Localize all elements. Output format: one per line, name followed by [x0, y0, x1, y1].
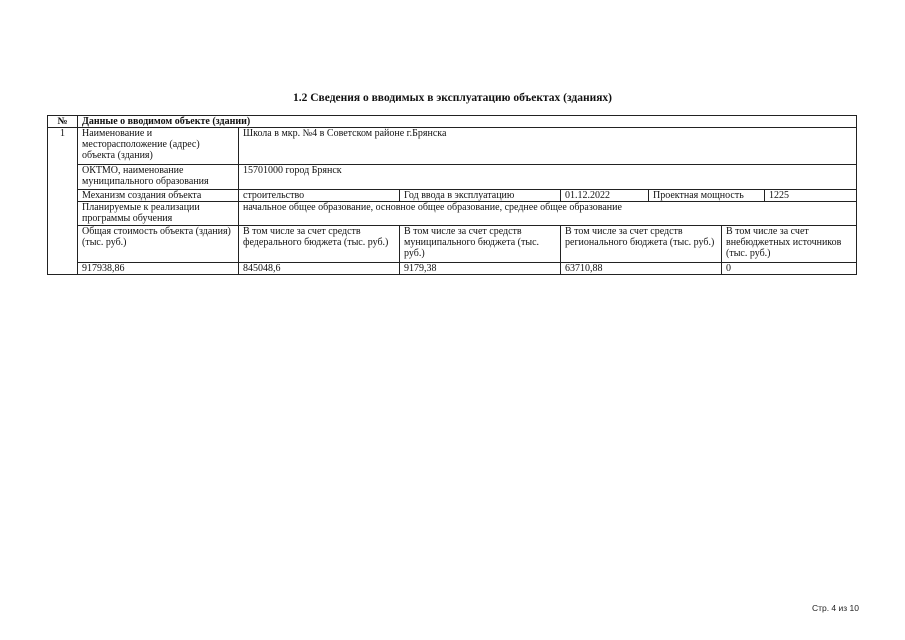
col-number-header: № — [48, 116, 78, 128]
commissioning-year-value: 01.12.2022 — [561, 190, 649, 202]
object-name-value: Школа в мкр. №4 в Советском районе г.Брянска — [239, 128, 857, 165]
object-data-header: Данные о вводимом объекте (здании) — [78, 116, 857, 128]
programs-label: Планируемые к реализации программы обучения — [78, 202, 239, 226]
mechanism-value: строительство — [239, 190, 400, 202]
mechanism-label: Механизм создания объекта — [78, 190, 239, 202]
design-capacity-label: Проектная мощность — [649, 190, 765, 202]
programs-value: начальное общее образование, основное общее образование, среднее общее образование — [239, 202, 857, 226]
table-row — [48, 128, 857, 165]
cost-value-municipal: 9179,38 — [400, 263, 561, 275]
cost-value-extrabudgetary: 0 — [722, 263, 857, 275]
cost-value-total: 917938,86 — [78, 263, 239, 275]
table-row — [48, 165, 857, 190]
cost-value-regional: 63710,88 — [561, 263, 722, 275]
row-number: 1 — [48, 128, 78, 275]
cost-header-regional: В том числе за счет средств регионального бюджета (тыс. руб.) — [561, 226, 722, 263]
table-row — [48, 226, 857, 263]
cost-header-municipal: В том числе за счет средств муниципального бюджета (тыс. руб.) — [400, 226, 561, 263]
table-row — [48, 263, 857, 275]
commissioning-year-label: Год ввода в эксплуатацию — [400, 190, 561, 202]
page-number: Стр. 4 из 10 — [811, 603, 859, 613]
table-row — [48, 190, 857, 202]
table-row — [48, 202, 857, 226]
section-title: 1.2 Сведения о вводимых в эксплуатацию объектах (зданиях) — [292, 92, 612, 104]
objects-table — [47, 115, 857, 275]
object-name-label: Наименование и месторасположение (адрес) объекта (здания) — [78, 128, 239, 165]
cost-header-federal: В том числе за счет средств федерального бюджета (тыс. руб.) — [239, 226, 400, 263]
oktmo-value: 15701000 город Брянск — [239, 165, 857, 190]
table-header-row — [48, 116, 857, 128]
design-capacity-value: 1225 — [765, 190, 857, 202]
cost-header-extrabudgetary: В том числе за счет внебюджетных источников (тыс. руб.) — [722, 226, 857, 263]
cost-header-total: Общая стоимость объекта (здания) (тыс. руб.) — [78, 226, 239, 263]
oktmo-label: ОКТМО, наименование муниципального образования — [78, 165, 239, 190]
cost-value-federal: 845048,6 — [239, 263, 400, 275]
